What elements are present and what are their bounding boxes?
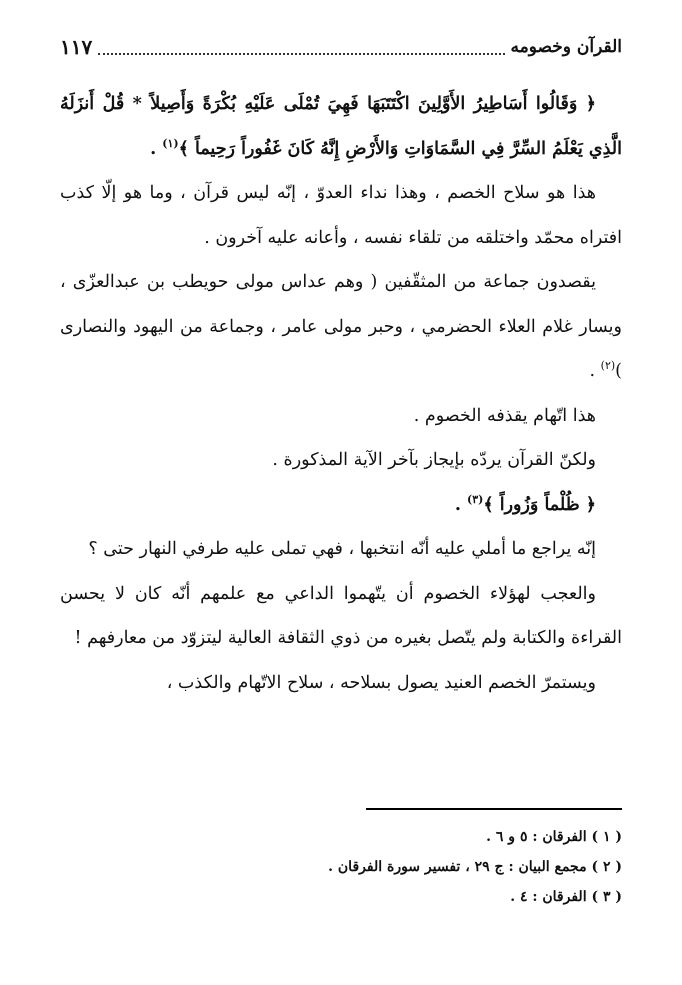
paragraph-2: يقصدون جماعة من المثقّفين ( وهم عداس مولى حويطب بن عبدالعزّى ، ويسار غلام العلاء الحضرمي ، وحبر مولى عامر ، وجماعة من اليهود والنصارى )$^{(٢)}$ . xyxy=(60,272,622,381)
verse-text: ﴿ وَقَالُوا أَسَاطِيرُ الأَوَّلِينَ اكْتَتَبَهَا فَهِيَ تُمْلَى عَلَيْهِ بُكْرَةً وَأَصِيلاً * قُلْ أَنزَلَهُ الَّذِي يَعْلَمُ السِّرَّ فِي السَّمَاوَاتِ وَالأَرْضِ إِنَّهُ كَانَ غَفُوراً رَحِيماً ﴾ xyxy=(60,94,622,159)
paragraph-5: إنّه يراجع ما أملي عليه أنّه انتخبها ، فهي تملى عليه طرفي النهار حتى ؟ xyxy=(88,539,596,559)
paragraph-3: هذا اتّهام يقذفه الخصوم . xyxy=(413,405,596,426)
footnote-1: ( ١ ) الفرقان : ٥ و ٦ . xyxy=(486,829,622,845)
page-number: ١١٧ xyxy=(60,35,93,59)
quran-verse-2: ﴿ ظُلْماً وَزُوراً ﴾$^{(٣)}$ . xyxy=(454,492,596,515)
paragraph-2-text: يقصدون جماعة من المثقّفين ( وهم عداس مولى حويطب بن عبدالعزّى ، ويسار غلام العلاء الحضرمي ، وحبر مولى عامر ، وجماعة من اليهود والنصارى ) xyxy=(60,272,622,381)
paragraph-4: ولكنّ القرآن يردّه بإيجاز بآخر الآية المذكورة . xyxy=(272,450,596,470)
footnote-ref-2: (٢) xyxy=(600,359,616,373)
footnotes xyxy=(60,822,622,912)
page-header xyxy=(60,32,622,62)
main-text xyxy=(60,82,622,705)
paragraph-7: ويستمرّ الخصم العنيد يصول بسلاحه ، سلاح الاتّهام والكذب ، xyxy=(166,672,596,693)
verse-2-text: ﴿ ظُلْماً وَزُوراً ﴾ xyxy=(483,494,596,515)
paragraph-1: هذا هو سلاح الخصم ، وهذا نداء العدوّ ، إنّه ليس قرآن ، وما هو إلّا كذب افتراه محمّد واختلقه من تلقاء نفسه ، وأعانه عليه آخرون . xyxy=(60,183,622,248)
footnote-3: ( ٣ ) الفرقان : ٤ . xyxy=(510,889,622,905)
footnote-2: ( ٢ ) مجمع البيان : ج ٢٩ ، تفسير سورة الفرقان . xyxy=(328,859,622,875)
footnote-ref-3: (٣) xyxy=(467,492,484,506)
quran-verse-1: ﴿ وَقَالُوا أَسَاطِيرُ الأَوَّلِينَ اكْتَتَبَهَا فَهِيَ تُمْلَى عَلَيْهِ بُكْرَةً وَأَصِيلاً * قُلْ أَنزَلَهُ الَّذِي يَعْلَمُ السِّرَّ فِي السَّمَاوَاتِ وَالأَرْضِ إِنَّهُ كَانَ غَفُوراً رَحِيماً ﴾$^{(١)}$ . xyxy=(60,94,622,159)
footnote-separator xyxy=(366,808,622,810)
running-title: القرآن وخصومه xyxy=(510,37,622,57)
leader-dots xyxy=(98,39,504,55)
paragraph-6: والعجب لهؤلاء الخصوم أن يتّهموا الداعي مع علمهم أنّه كان لا يحسن القراءة والكتابة ولم يتّصل بغيره من ذوي الثقافة العالية ليتزوّد من معارفهم ! xyxy=(60,583,622,648)
footnote-ref-1: (١) xyxy=(162,136,179,150)
